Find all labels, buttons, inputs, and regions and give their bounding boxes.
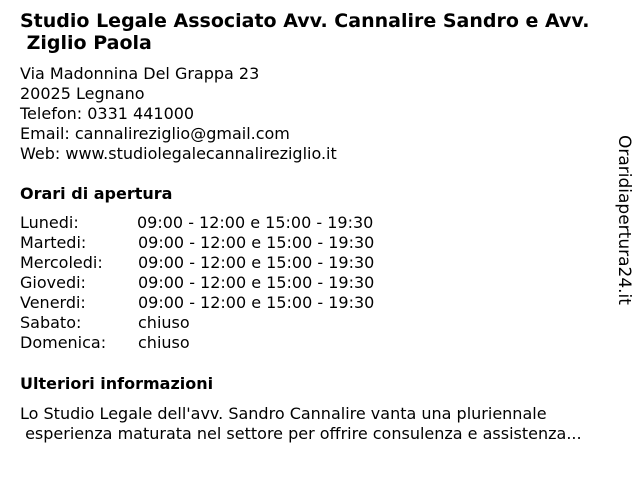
- business-name: [20, 10, 620, 54]
- more-info-description: [20, 404, 635, 444]
- day-label: Sabato:: [20, 313, 82, 332]
- time-range: 09:00 - 12:00 e 15:00 - 19:30: [138, 273, 375, 292]
- time-range: 09:00 - 12:00 e 15:00 - 19:30: [138, 253, 375, 272]
- day-label: Domenica:: [20, 333, 107, 352]
- email-address: Email: cannalireziglio@gmail.com: [20, 124, 290, 143]
- time-range: 09:00 - 12:00 e 15:00 - 19:30: [137, 213, 374, 232]
- time-range: 09:00 - 12:00 e 15:00 - 19:30: [138, 233, 375, 252]
- description-line-1: Lo Studio Legale dell'avv. Sandro Cannalire vanta una pluriennale: [20, 404, 547, 423]
- phone-number: Telefon: 0331 441000: [20, 104, 195, 123]
- time-range: chiuso: [138, 313, 190, 332]
- contact-block: [20, 64, 337, 164]
- address-street: Via Madonnina Del Grappa 23: [20, 64, 260, 83]
- day-label: Venerdi:: [20, 293, 86, 312]
- day-label: Mercoledi:: [20, 253, 103, 272]
- site-watermark: [612, 135, 636, 311]
- website-address: Web: www.studiolegalecannalireziglio.it: [20, 144, 337, 163]
- business-name-line-1: Studio Legale Associato Avv. Cannalire Sandro e Avv.: [20, 10, 590, 32]
- more-info-heading: Ulteriori informazioni: [20, 374, 214, 393]
- watermark-text: Oraridiapertura24.it: [614, 135, 634, 305]
- opening-hours-heading: Orari di apertura: [20, 184, 173, 203]
- day-label: Martedi:: [20, 233, 87, 252]
- day-label: Lunedi:: [20, 213, 79, 232]
- address-city: 20025 Legnano: [20, 84, 145, 103]
- time-range: chiuso: [138, 333, 190, 352]
- time-range: 09:00 - 12:00 e 15:00 - 19:30: [138, 293, 375, 312]
- business-name-line-2: Ziglio Paola: [20, 32, 152, 54]
- day-label: Giovedi:: [20, 273, 86, 292]
- description-line-2: esperienza maturata nel settore per offrire consulenza e assistenza...: [20, 424, 582, 443]
